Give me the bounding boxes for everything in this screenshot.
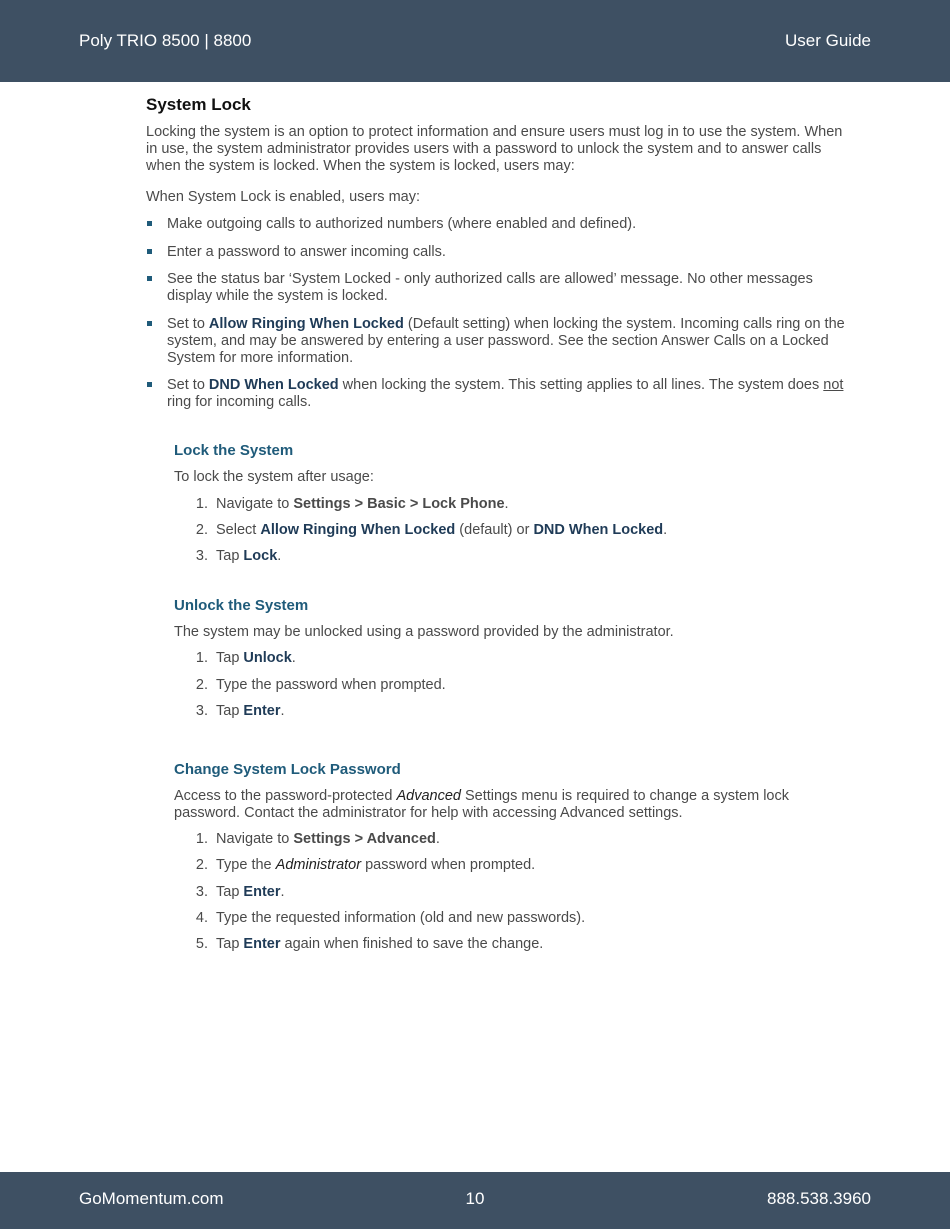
bullet-text: Set to [167, 316, 209, 332]
enabled-line: When System Lock is enabled, users may: [146, 189, 421, 205]
step-item [195, 831, 440, 848]
step-text: again when finished to save the change. [280, 936, 544, 952]
step-text: Navigate to [216, 831, 294, 847]
page-header [0, 0, 950, 82]
step-item [195, 857, 536, 874]
step-text: Select [216, 522, 261, 538]
bullet-text: Set to [167, 377, 209, 393]
unlock-intro: The system may be unlocked using a password provided by the administrator. [174, 624, 674, 640]
change-password-heading: Change System Lock Password [174, 761, 401, 778]
page-number: 10 [465, 1189, 485, 1208]
step-text: Type the requested information (old and new passwords). [216, 910, 586, 926]
section-title: System Lock [146, 95, 251, 114]
bullet-text: ring for incoming calls. [167, 394, 312, 410]
button-name: Enter [243, 936, 281, 952]
bullet-item [167, 377, 847, 411]
step-text: . [663, 522, 668, 538]
intro-text: Settings menu is required to change a system lock password. Contact the administrator for help with accessing Advanced settings. [174, 788, 789, 821]
step-number: 3. [195, 884, 208, 900]
step-item [195, 522, 668, 539]
step-number: 5. [195, 936, 208, 952]
step-item [195, 650, 296, 667]
header-product-title: Poly TRIO 8500 | 8800 [79, 31, 252, 50]
step-item [195, 677, 446, 694]
step-text: Tap [216, 650, 244, 666]
step-text: . [280, 703, 285, 719]
step-text: Type the [216, 857, 276, 873]
step-number: 1. [195, 496, 208, 512]
step-item [195, 910, 586, 927]
step-number: 1. [195, 650, 208, 666]
setting-name: DND When Locked [533, 522, 664, 538]
step-item [195, 496, 509, 513]
bullet-item: See the status bar ‘System Locked - only authorized calls are allowed’ message. No other messages display while the system is locked. [167, 271, 847, 305]
footer-website: GoMomentum.com [79, 1189, 224, 1208]
step-text: Tap [216, 936, 244, 952]
step-text: Navigate to [216, 496, 294, 512]
step-item [195, 703, 285, 720]
button-name: Unlock [243, 650, 292, 666]
step-text: . [435, 831, 440, 847]
step-number: 2. [195, 857, 208, 873]
page-footer [0, 1172, 950, 1229]
step-text: . [277, 548, 282, 564]
change-password-intro [174, 788, 834, 822]
step-number: 4. [195, 910, 208, 926]
section-intro: Locking the system is an option to protect information and ensure users must log in to use the system. When in use, the system administrator provides users with a password to unlock the system and to answer calls when the system is locked. When the system is locked, users may: [146, 124, 843, 174]
footer-phone: 888.538.3960 [767, 1189, 871, 1208]
step-item [195, 936, 544, 953]
step-number: 2. [195, 522, 208, 538]
step-number: 2. [195, 677, 208, 693]
button-name: Enter [243, 884, 281, 900]
bullet-text: when locking the system. This setting applies to all lines. The system does [338, 377, 824, 393]
intro-text: Access to the password-protected [174, 788, 397, 804]
step-text: (default) or [455, 522, 534, 538]
menu-path: Settings > Basic > Lock Phone [293, 496, 505, 512]
emphasis-not: not [823, 377, 844, 393]
step-number: 3. [195, 548, 208, 564]
header-document-type: User Guide [785, 31, 871, 50]
setting-name: Allow Ringing When Locked [260, 522, 456, 538]
unlock-heading: Unlock the System [174, 597, 309, 614]
step-text: . [291, 650, 296, 666]
step-text: password when prompted. [361, 857, 536, 873]
step-number: 3. [195, 703, 208, 719]
step-text: Type the password when prompted. [216, 677, 446, 693]
step-text: Tap [216, 703, 244, 719]
bullet-item: Enter a password to answer incoming calls. [167, 244, 847, 261]
menu-path: Settings > Advanced [293, 831, 436, 847]
step-italic: Administrator [275, 857, 362, 873]
bullet-text: (Default setting) when locking the system. Incoming calls ring on the system, and may be answered by entering a user password. See the section Answer Calls on a Locked System for more information. [167, 316, 845, 366]
bullet-item: Make outgoing calls to authorized numbers (where enabled and defined). [167, 216, 847, 233]
step-item [195, 884, 285, 901]
button-name: Enter [243, 703, 281, 719]
setting-name: DND When Locked [208, 377, 339, 393]
step-text: . [280, 884, 285, 900]
intro-italic: Advanced [396, 788, 461, 804]
step-text: Tap [216, 884, 244, 900]
step-text: . [504, 496, 509, 512]
button-name: Lock [243, 548, 278, 564]
step-number: 1. [195, 831, 208, 847]
step-text: Tap [216, 548, 244, 564]
bullet-item [167, 316, 847, 367]
step-item [195, 548, 282, 565]
setting-name: Allow Ringing When Locked [208, 316, 404, 332]
lock-heading: Lock the System [174, 442, 294, 459]
lock-intro: To lock the system after usage: [174, 469, 374, 485]
